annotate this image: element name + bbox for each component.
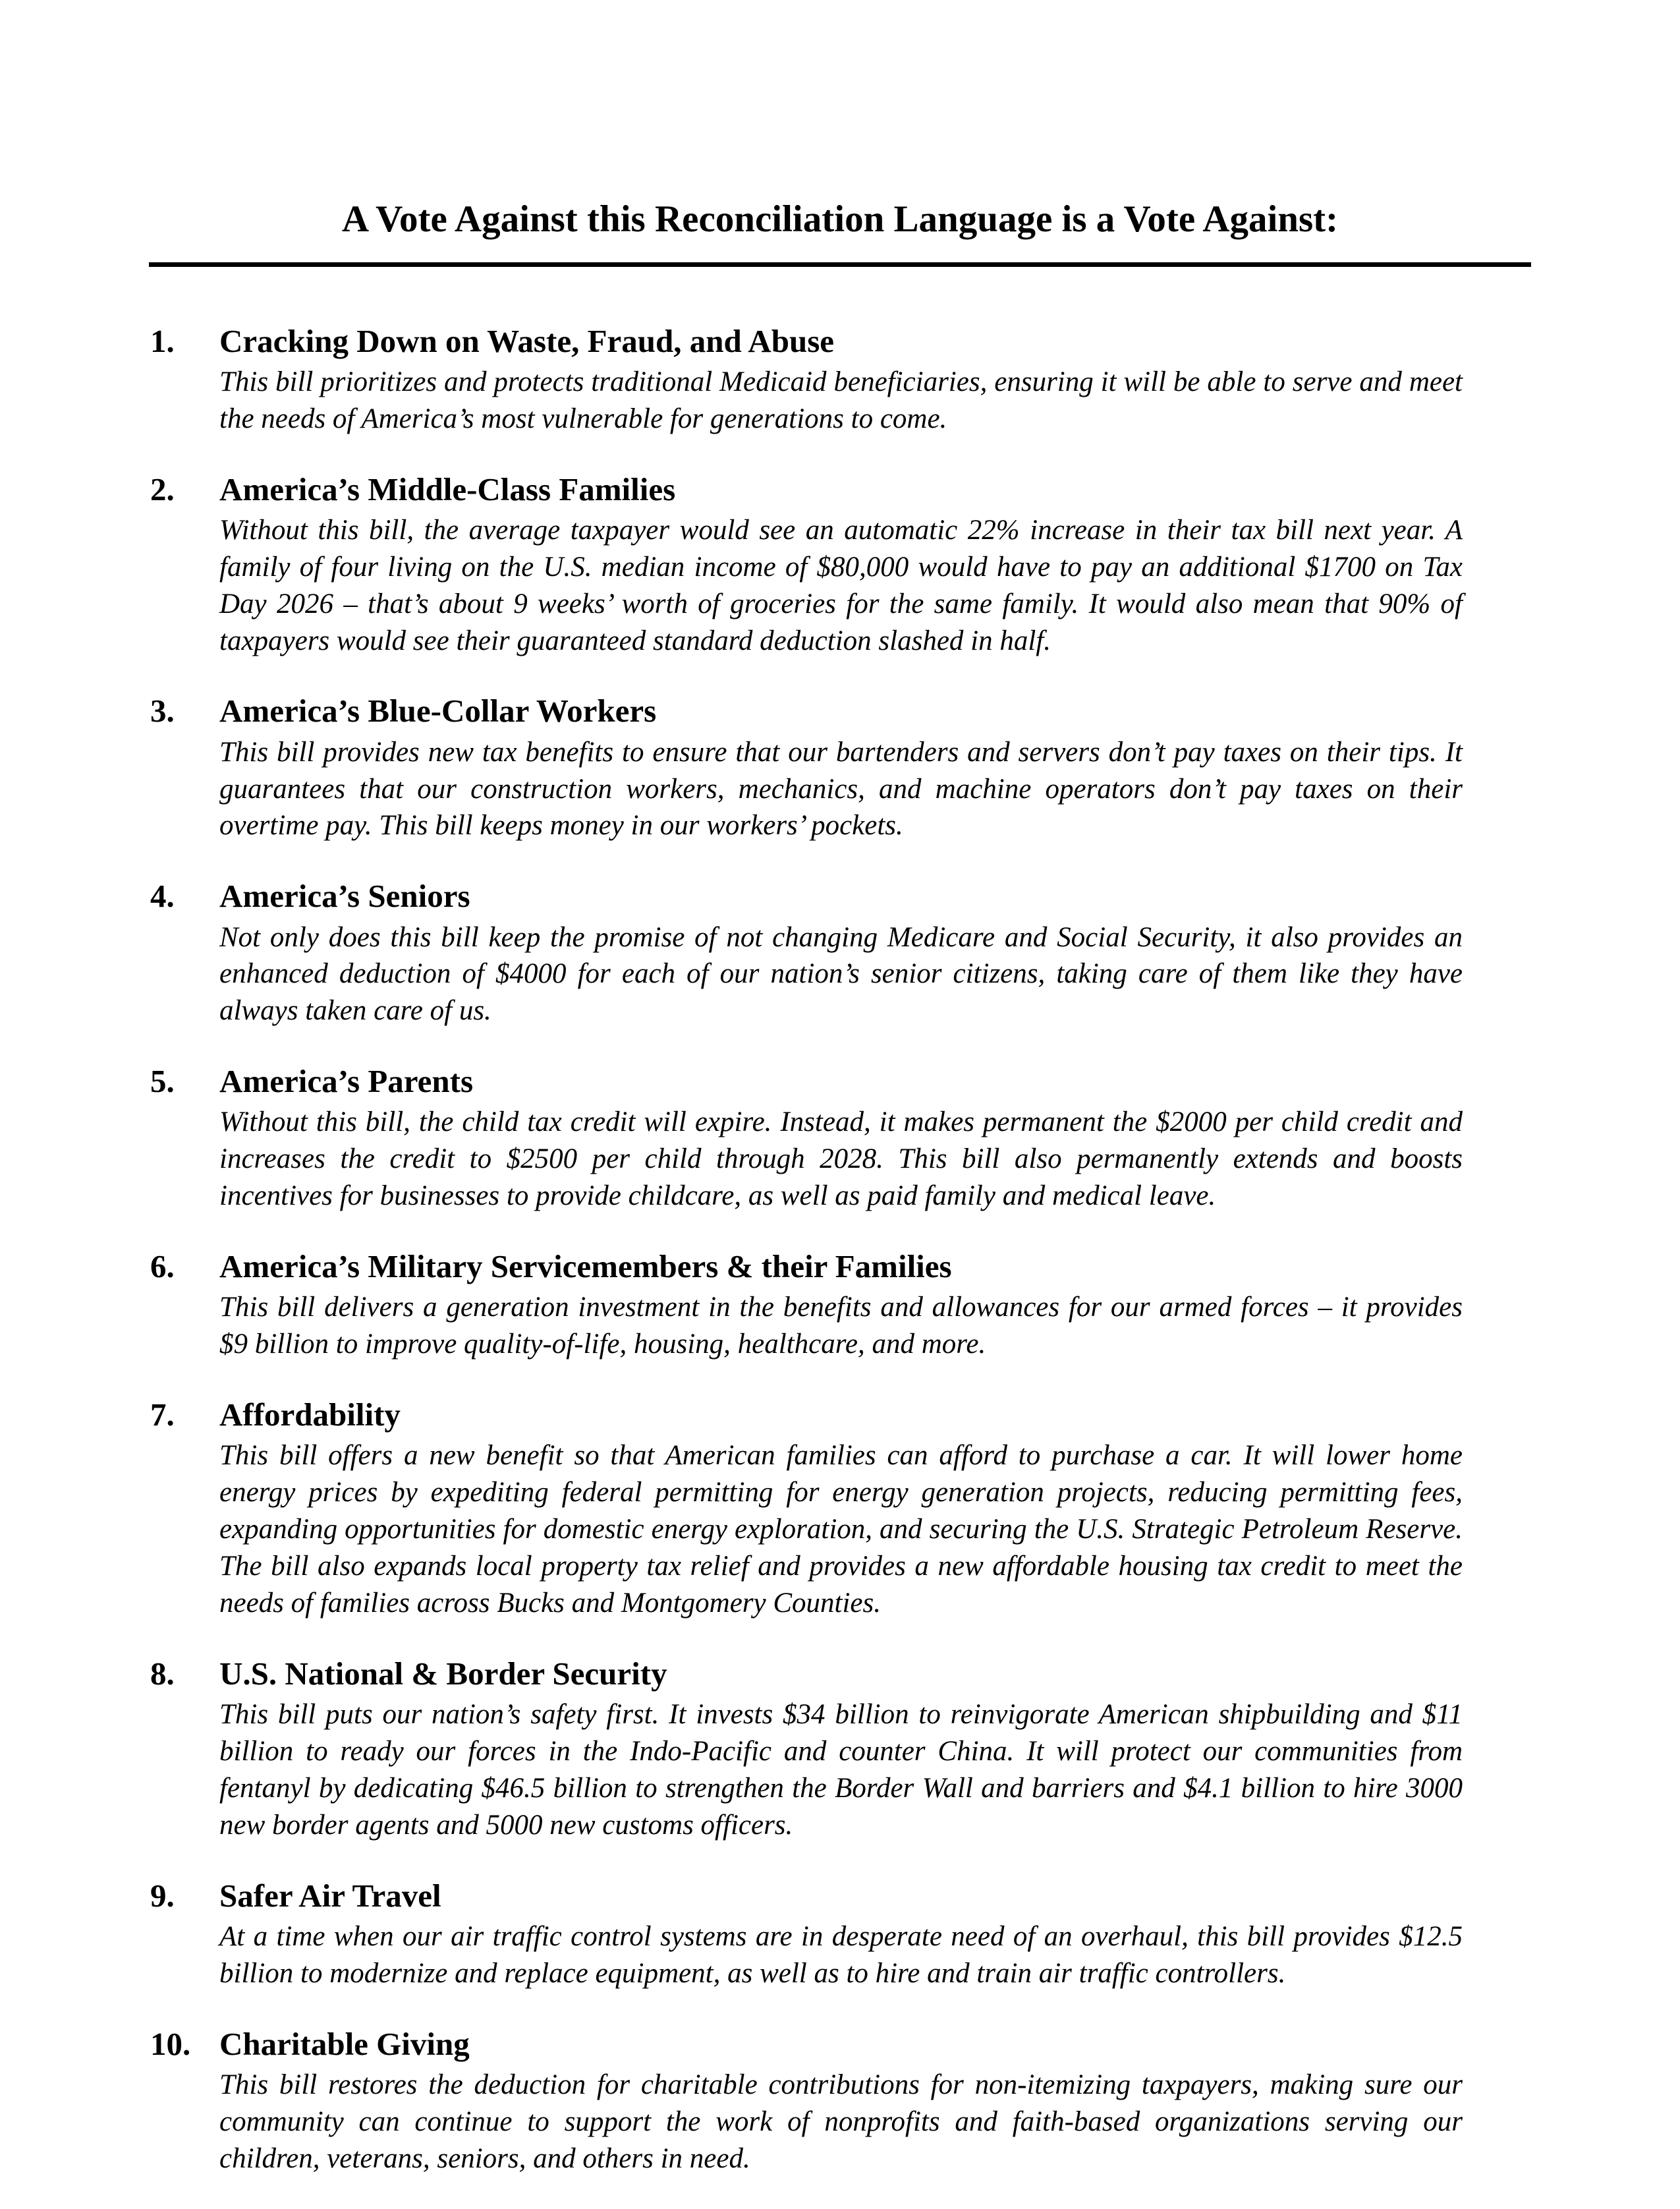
item-number: 5. xyxy=(150,1063,175,1100)
item-heading: U.S. National & Border Security xyxy=(219,1655,667,1692)
item-heading: Cracking Down on Waste, Fraud, and Abuse xyxy=(219,322,835,359)
item-number: 2. xyxy=(150,471,175,507)
vote-against-list xyxy=(0,321,1680,2177)
list-item xyxy=(0,1246,1680,1363)
item-content xyxy=(219,1061,1463,1215)
list-item xyxy=(0,469,1680,660)
item-body: This bill delivers a generation investment in the benefits and allowances for our armed forces – it provides $9 billion to improve quality-of-life, housing, healthcare, and more. xyxy=(219,1292,1463,1360)
item-heading: America’s Parents xyxy=(219,1063,474,1100)
item-body: At a time when our air traffic control systems are in desperate need of an overhaul, this bill provides $12.5 billion to modernize and replace equipment, as well as to hire and train air traffic controllers. xyxy=(219,1920,1463,1989)
item-heading: America’s Seniors xyxy=(219,878,470,915)
list-item xyxy=(0,1876,1680,1992)
list-item xyxy=(0,1653,1680,1844)
item-number: 3. xyxy=(150,693,175,730)
list-item xyxy=(0,321,1680,438)
item-heading: Charitable Giving xyxy=(219,2025,470,2062)
item-body: This bill offers a new benefit so that American families can afford to purchase a car. It will lower home energy prices by expediting federal permitting for energy generation projects, reducing permitting fees, expanding opportunities for domestic energy exploration, and securing the U.S. Strategic Petroleum Reserve. The bill also expands local property tax relief and provides a new affordable housing tax credit to meet the needs of families across Bucks and Montgomery Counties. xyxy=(219,1440,1463,1619)
item-body: Without this bill, the child tax credit will expire. Instead, it makes permanent the $2000 per child credit and increases the credit to $2500 per child through 2028. This bill also permanently extends and boosts incentives for businesses to provide childcare, as well as paid family and medical leave. xyxy=(219,1106,1463,1212)
item-content xyxy=(219,1394,1463,1622)
item-heading: Affordability xyxy=(219,1396,401,1433)
item-content xyxy=(219,321,1463,438)
item-content xyxy=(219,469,1463,660)
item-body: This bill provides new tax benefits to ensure that our bartenders and servers don’t pay taxes on their tips. It guarantees that our construction workers, mechanics, and machine operators don’t pay taxes on their overtime pay. This bill keeps money in our workers’ pockets. xyxy=(219,736,1463,842)
item-number: 10. xyxy=(150,2025,191,2062)
item-content xyxy=(219,1246,1463,1363)
item-number: 8. xyxy=(150,1655,175,1692)
item-heading: America’s Middle-Class Families xyxy=(219,471,676,507)
item-body: This bill restores the deduction for charitable contributions for non-itemizing taxpayers, making sure our community can continue to support the work of nonprofits and faith-based organizations serving our children, veterans, seniors, and others in need. xyxy=(219,2069,1463,2174)
item-number: 9. xyxy=(150,1877,175,1914)
item-body: Not only does this bill keep the promise of not changing Medicare and Social Security, it also provides an enhanced deduction of $4000 for each of our nation’s senior citizens, taking care of them like they have always taken care of us. xyxy=(219,921,1463,1027)
list-item xyxy=(0,691,1680,844)
item-content xyxy=(219,1653,1463,1844)
item-number: 4. xyxy=(150,878,175,915)
list-item xyxy=(0,1394,1680,1622)
item-number: 7. xyxy=(150,1396,175,1433)
item-content xyxy=(219,876,1463,1029)
item-content xyxy=(219,2024,1463,2177)
item-content xyxy=(219,1876,1463,1992)
item-body: This bill puts our nation’s safety first. It invests $34 billion to reinvigorate American shipbuilding and $11 billion to ready our forces in the Indo-Pacific and counter China. It will protect our communities from fentanyl by dedicating $46.5 billion to strengthen the Border Wall and barriers and $4.1 billion to hire 3000 new border agents and 5000 new customs officers. xyxy=(219,1699,1463,1841)
item-number: 1. xyxy=(150,322,175,359)
list-item xyxy=(0,1061,1680,1215)
item-content xyxy=(219,691,1463,844)
item-heading: America’s Military Servicemembers & their Families xyxy=(219,1248,952,1285)
item-number: 6. xyxy=(150,1248,175,1285)
title-divider xyxy=(149,262,1531,267)
item-heading: Safer Air Travel xyxy=(219,1877,441,1914)
item-body: This bill prioritizes and protects traditional Medicaid beneficiaries, ensuring it will be able to serve and meet the needs of America’s most vulnerable for generations to come. xyxy=(219,366,1463,434)
list-item xyxy=(0,2024,1680,2177)
item-heading: America’s Blue-Collar Workers xyxy=(219,693,657,730)
item-body: Without this bill, the average taxpayer would see an automatic 22% increase in their tax bill next year. A family of four living on the U.S. median income of $80,000 would have to pay an additional $1700 on Tax Day 2026 – that’s about 9 weeks’ worth of groceries for the same family. It would also mean that 90% of taxpayers would see their guaranteed standard deduction slashed in half. xyxy=(219,514,1463,656)
list-item xyxy=(0,876,1680,1029)
document-title: A Vote Against this Reconciliation Language is a Vote Against: xyxy=(341,198,1339,240)
